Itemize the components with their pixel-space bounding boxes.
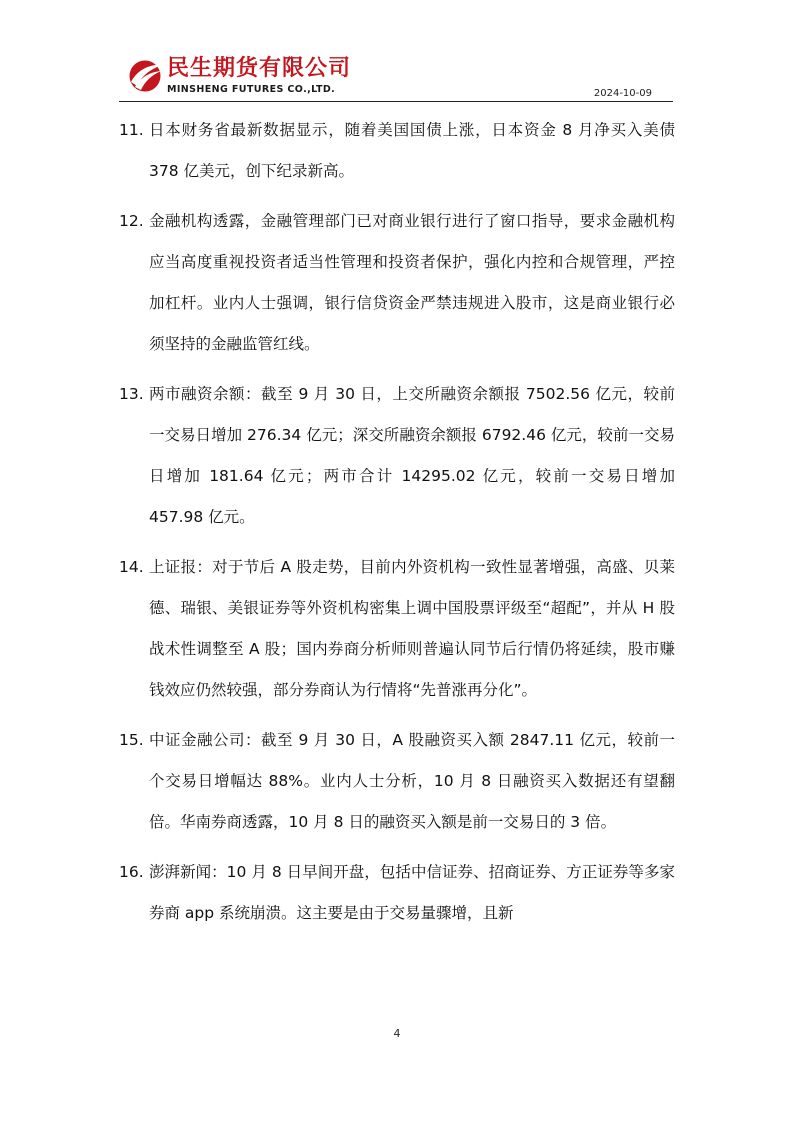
item-text: 金融机构透露，金融管理部门已对商业银行进行了窗口指导，要求金融机构应当高度重视投资者适当性管理和投资者保护，强化内控和合规管理，严控加杠杆。业内人士强调，银行信贷资金严禁违规进入股市，这是商业银行必须坚持的金融监管红线。 (149, 212, 675, 353)
page-number: 4 (393, 1027, 401, 1040)
news-item-13 (119, 374, 675, 538)
item-text: 中证金融公司：截至 9 月 30 日，A 股融资买入额 2847.11 亿元，较前一个交易日增幅达 88%。业内人士分析，10 月 8 日融资买入数据还有望翻倍。华南券商透露，10 月 8 日的融资买入额是前一交易日的 3 倍。 (149, 731, 675, 831)
item-number: 15. (119, 731, 144, 749)
news-item-11 (119, 110, 675, 192)
news-item-14 (119, 547, 675, 711)
item-text: 两市融资余额：截至 9 月 30 日，上交所融资余额报 7502.56 亿元，较前一交易日增加 276.34 亿元；深交所融资余额报 6792.46 亿元，较前一交易日增加 181.64 亿元；两市合计 14295.02 亿元，较前一交易日增加 457.98 亿元。 (149, 385, 675, 526)
news-item-16 (119, 852, 675, 934)
item-number: 14. (119, 558, 144, 576)
header-divider (119, 101, 673, 102)
item-text: 日本财务省最新数据显示，随着美国国债上涨，日本资金 8 月净买入美债 378 亿美元，创下纪录新高。 (149, 121, 675, 180)
minsheng-logo-icon (126, 56, 164, 94)
item-number: 13. (119, 385, 144, 403)
report-date: 2024-10-09 (593, 88, 652, 99)
company-name-cn: 民生期货有限公司 (167, 56, 352, 81)
item-number: 16. (119, 863, 144, 881)
item-number: 11. (119, 121, 144, 139)
item-text: 澎湃新闻：10 月 8 日早间开盘，包括中信证券、招商证券、方正证券等多家券商 app 系统崩溃。这主要是由于交易量骤增，且新 (149, 863, 675, 922)
item-text: 上证报：对于节后 A 股走势，目前内外资机构一致性显著增强，高盛、贝莱德、瑞银、美银证券等外资机构密集上调中国股票评级至“超配”，并从 H 股战术性调整至 A 股；国内券商分析师则普遍认同节后行情仍将延续，股市赚钱效应仍然较强，部分券商认为行情将“先普涨再分化”。 (149, 558, 675, 699)
news-list (119, 110, 675, 943)
news-item-15 (119, 720, 675, 843)
news-item-12 (119, 201, 675, 365)
company-name-en: MINSHENG FUTURES CO.,LTD. (167, 84, 336, 95)
item-number: 12. (119, 212, 144, 230)
